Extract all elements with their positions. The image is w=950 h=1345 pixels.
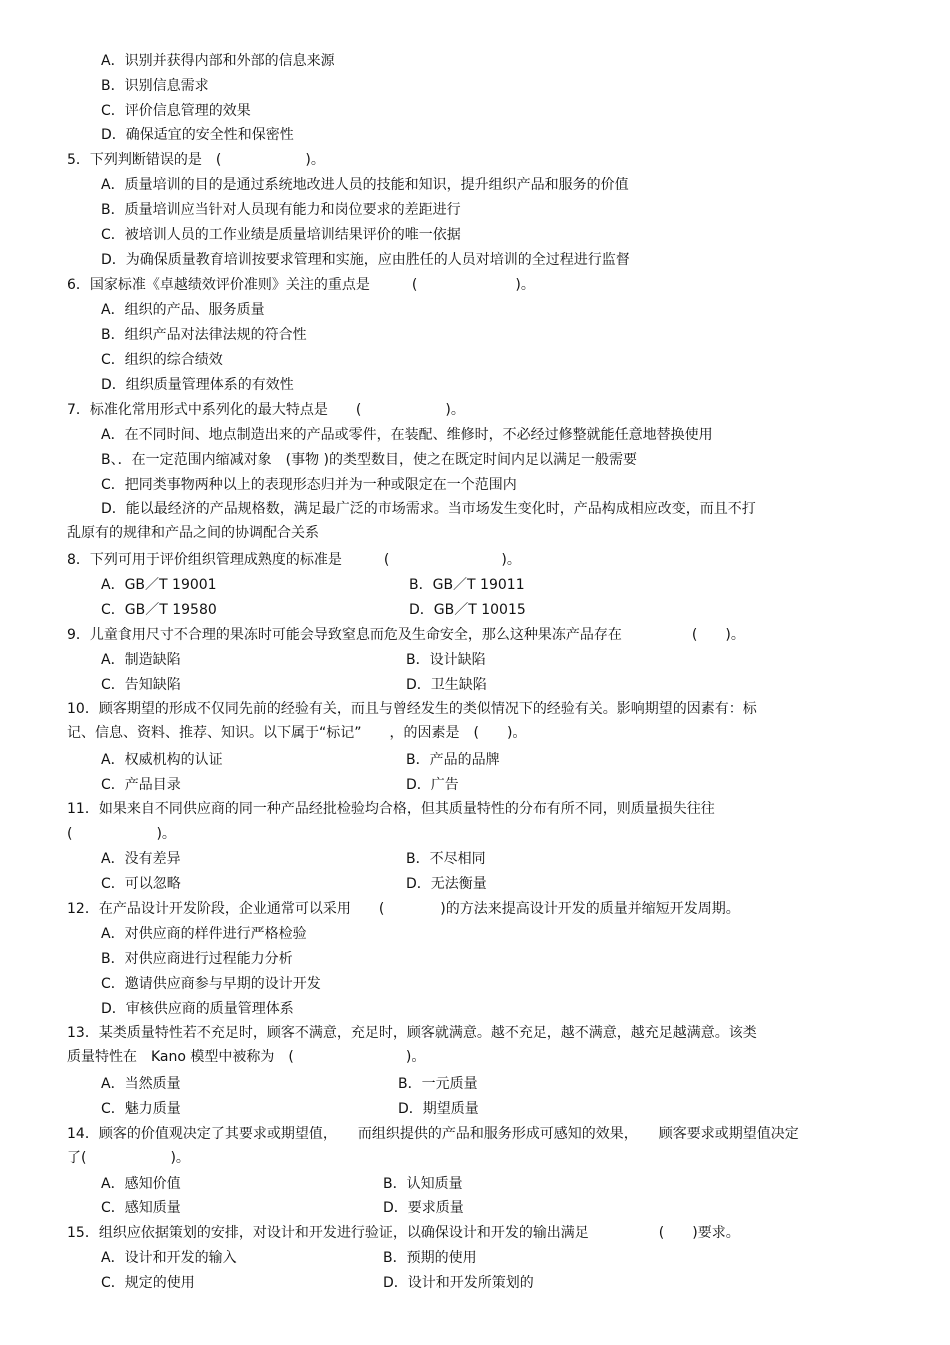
q7-option-b: B、．在一定范围内缩减对象 (事物 )的类型数目，使之在既定时间内足以满足一般需要 bbox=[101, 452, 637, 468]
q12-option-c: C．邀请供应商参与早期的设计开发 bbox=[101, 976, 321, 992]
q15-option-c: C．规定的使用 bbox=[101, 1275, 195, 1291]
q8-stem: 8．下列可用于评价组织管理成熟度的标准是 ( )。 bbox=[67, 552, 521, 568]
q12-option-d: D．审核供应商的质量管理体系 bbox=[101, 1001, 294, 1017]
q6-option-a: A．组织的产品、服务质量 bbox=[101, 302, 265, 318]
q14-option-b: B．认知质量 bbox=[383, 1176, 463, 1192]
q9-stem: 9．儿童食用尺寸不合理的果冻时可能会导致窒息而危及生命安全，那么这种果冻产品存在 ( )。 bbox=[67, 627, 745, 643]
q13-option-c: C．魅力质量 bbox=[101, 1101, 181, 1117]
q12-stem: 12．在产品设计开发阶段，企业通常可以采用 ( )的方法来提高设计开发的质量并缩短开发周期。 bbox=[67, 901, 740, 917]
q10-option-b: B．产品的品牌 bbox=[406, 752, 500, 768]
q7-option-d: D．能以最经济的产品规格数，满足最广泛的市场需求。当市场发生变化时，产品构成相应改变，而且不打 bbox=[101, 501, 756, 517]
q12-option-a: A．对供应商的样件进行严格检验 bbox=[101, 926, 307, 942]
q10-option-d: D．广告 bbox=[406, 777, 459, 793]
q13-option-a: A．当然质量 bbox=[101, 1076, 181, 1092]
q11-option-d: D．无法衡量 bbox=[406, 876, 487, 892]
q14-stem-continued: 了( )。 bbox=[67, 1150, 190, 1166]
q4-option-d: D．确保适宜的安全性和保密性 bbox=[101, 127, 294, 143]
q7-stem: 7．标准化常用形式中系列化的最大特点是 ( )。 bbox=[67, 402, 465, 418]
q4-option-c: C．评价信息管理的效果 bbox=[101, 103, 251, 119]
q7-option-a: A．在不同时间、地点制造出来的产品或零件，在装配、维修时，不必经过修整就能任意地替换使用 bbox=[101, 427, 713, 443]
q9-option-d: D．卫生缺陷 bbox=[406, 677, 487, 693]
q6-stem: 6．国家标准《卓越绩效评价准则》关注的重点是 ( )。 bbox=[67, 277, 535, 293]
q5-option-b: B．质量培训应当针对人员现有能力和岗位要求的差距进行 bbox=[101, 202, 461, 218]
q9-option-b: B．设计缺陷 bbox=[406, 652, 486, 668]
q4-option-a: A．识别并获得内部和外部的信息来源 bbox=[101, 53, 335, 69]
q14-option-d: D．要求质量 bbox=[383, 1200, 464, 1216]
q7-option-c: C．把同类事物两种以上的表现形态归并为一种或限定在一个范围内 bbox=[101, 477, 517, 493]
q11-option-c: C．可以忽略 bbox=[101, 876, 181, 892]
q13-option-b: B．一元质量 bbox=[398, 1076, 478, 1092]
q10-stem: 10．顾客期望的形成不仅同先前的经验有关，而且与曾经发生的类似情况下的经验有关。影响期望的因素有：标 bbox=[67, 701, 757, 717]
q12-option-b: B．对供应商进行过程能力分析 bbox=[101, 951, 293, 967]
q11-stem-continued: ( )。 bbox=[67, 826, 176, 842]
q15-option-a: A．设计和开发的输入 bbox=[101, 1250, 237, 1266]
q14-option-c: C．感知质量 bbox=[101, 1200, 181, 1216]
q5-option-d: D．为确保质量教育培训按要求管理和实施，应由胜任的人员对培训的全过程进行监督 bbox=[101, 252, 630, 268]
q15-option-d: D．设计和开发所策划的 bbox=[383, 1275, 534, 1291]
q13-option-d: D．期望质量 bbox=[398, 1101, 479, 1117]
q8-option-d: D．GB／T 10015 bbox=[409, 602, 526, 618]
q14-option-a: A．感知价值 bbox=[101, 1176, 181, 1192]
q8-option-a: A．GB／T 19001 bbox=[101, 577, 217, 593]
q11-option-b: B．不尽相同 bbox=[406, 851, 486, 867]
q13-stem-continued: 质量特性在 Kano 模型中被称为 ( )。 bbox=[67, 1049, 426, 1065]
q5-option-c: C．被培训人员的工作业绩是质量培训结果评价的唯一依据 bbox=[101, 227, 461, 243]
q8-option-c: C．GB／T 19580 bbox=[101, 602, 217, 618]
q6-option-c: C．组织的综合绩效 bbox=[101, 352, 223, 368]
q9-option-c: C．告知缺陷 bbox=[101, 677, 181, 693]
q10-option-a: A．权威机构的认证 bbox=[101, 752, 223, 768]
q10-option-c: C．产品目录 bbox=[101, 777, 181, 793]
q11-option-a: A．没有差异 bbox=[101, 851, 181, 867]
q14-stem: 14．顾客的价值观决定了其要求或期望值， 而组织提供的产品和服务形成可感知的效果， 顾客要求或期望值决定 bbox=[67, 1126, 799, 1142]
q6-option-b: B．组织产品对法律法规的符合性 bbox=[101, 327, 307, 343]
q5-option-a: A．质量培训的目的是通过系统地改进人员的技能和知识，提升组织产品和服务的价值 bbox=[101, 177, 629, 193]
q9-option-a: A．制造缺陷 bbox=[101, 652, 181, 668]
q7-option-d-continued: 乱原有的规律和产品之间的协调配合关系 bbox=[67, 525, 319, 541]
q10-stem-continued: 记、信息、资料、推荐、知识。以下属于“标记” ，的因素是 ( )。 bbox=[67, 725, 527, 741]
q13-stem: 13．某类质量特性若不充足时，顾客不满意，充足时，顾客就满意。越不充足，越不满意，越充足越满意。该类 bbox=[67, 1025, 757, 1041]
q8-option-b: B．GB／T 19011 bbox=[409, 577, 525, 593]
q11-stem: 11．如果来自不同供应商的同一种产品经批检验均合格，但其质量特性的分布有所不同，则质量损失往往 bbox=[67, 801, 715, 817]
q15-option-b: B．预期的使用 bbox=[383, 1250, 477, 1266]
q15-stem: 15．组织应依据策划的安排，对设计和开发进行验证，以确保设计和开发的输出满足 ( )要求。 bbox=[67, 1225, 740, 1241]
q4-option-b: B．识别信息需求 bbox=[101, 78, 209, 94]
q6-option-d: D．组织质量管理体系的有效性 bbox=[101, 377, 294, 393]
q5-stem: 5．下列判断错误的是 ( )。 bbox=[67, 152, 325, 168]
